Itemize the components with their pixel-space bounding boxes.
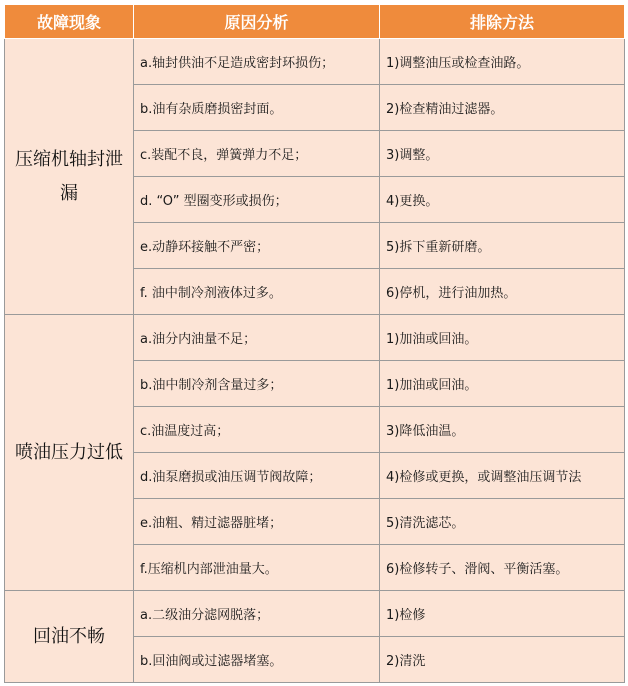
cause-cell: b.回油阀或过滤器堵塞。 bbox=[134, 637, 380, 683]
remedy-cell: 1)加油或回油。 bbox=[380, 361, 625, 407]
remedy-cell: 1)调整油压或检查油路。 bbox=[380, 39, 625, 85]
cause-cell: e.油粗、精过滤器脏堵； bbox=[134, 499, 380, 545]
table-row bbox=[5, 39, 625, 85]
remedy-cell: 1)检修 bbox=[380, 591, 625, 637]
header-remedy: 排除方法 bbox=[380, 5, 625, 39]
cause-cell: b.油中制冷剂含量过多； bbox=[134, 361, 380, 407]
remedy-cell: 3)降低油温。 bbox=[380, 407, 625, 453]
remedy-cell: 2)检查精油过滤器。 bbox=[380, 85, 625, 131]
cause-cell: a.油分内油量不足； bbox=[134, 315, 380, 361]
cause-cell: b.油有杂质磨损密封面。 bbox=[134, 85, 380, 131]
cause-cell: a.二级油分滤网脱落； bbox=[134, 591, 380, 637]
cause-cell: f. 油中制冷剂液体过多。 bbox=[134, 269, 380, 315]
remedy-cell: 1)加油或回油。 bbox=[380, 315, 625, 361]
header-symptom: 故障现象 bbox=[5, 5, 134, 39]
fault-table bbox=[4, 4, 625, 683]
symptom-cell: 喷油压力过低 bbox=[5, 315, 134, 591]
cause-cell: d.油泵磨损或油压调节阀故障； bbox=[134, 453, 380, 499]
remedy-cell: 6)停机，进行油加热。 bbox=[380, 269, 625, 315]
table-row bbox=[5, 591, 625, 637]
cause-cell: c.油温度过高； bbox=[134, 407, 380, 453]
cause-cell: c.装配不良，弹簧弹力不足； bbox=[134, 131, 380, 177]
remedy-cell: 5)清洗滤芯。 bbox=[380, 499, 625, 545]
header-cause: 原因分析 bbox=[134, 5, 380, 39]
symptom-cell: 回油不畅 bbox=[5, 591, 134, 683]
symptom-cell: 压缩机轴封泄漏 bbox=[5, 39, 134, 315]
cause-cell: a.轴封供油不足造成密封环损伤； bbox=[134, 39, 380, 85]
cause-cell: f.压缩机内部泄油量大。 bbox=[134, 545, 380, 591]
cause-cell: d. “O” 型圈变形或损伤； bbox=[134, 177, 380, 223]
remedy-cell: 6)检修转子、滑阀、平衡活塞。 bbox=[380, 545, 625, 591]
table-row bbox=[5, 315, 625, 361]
remedy-cell: 4)检修或更换，或调整油压调节法 bbox=[380, 453, 625, 499]
remedy-cell: 5)拆下重新研磨。 bbox=[380, 223, 625, 269]
header-row bbox=[5, 5, 625, 39]
remedy-cell: 4)更换。 bbox=[380, 177, 625, 223]
remedy-cell: 3)调整。 bbox=[380, 131, 625, 177]
remedy-cell: 2)清洗 bbox=[380, 637, 625, 683]
cause-cell: e.动静环接触不严密； bbox=[134, 223, 380, 269]
